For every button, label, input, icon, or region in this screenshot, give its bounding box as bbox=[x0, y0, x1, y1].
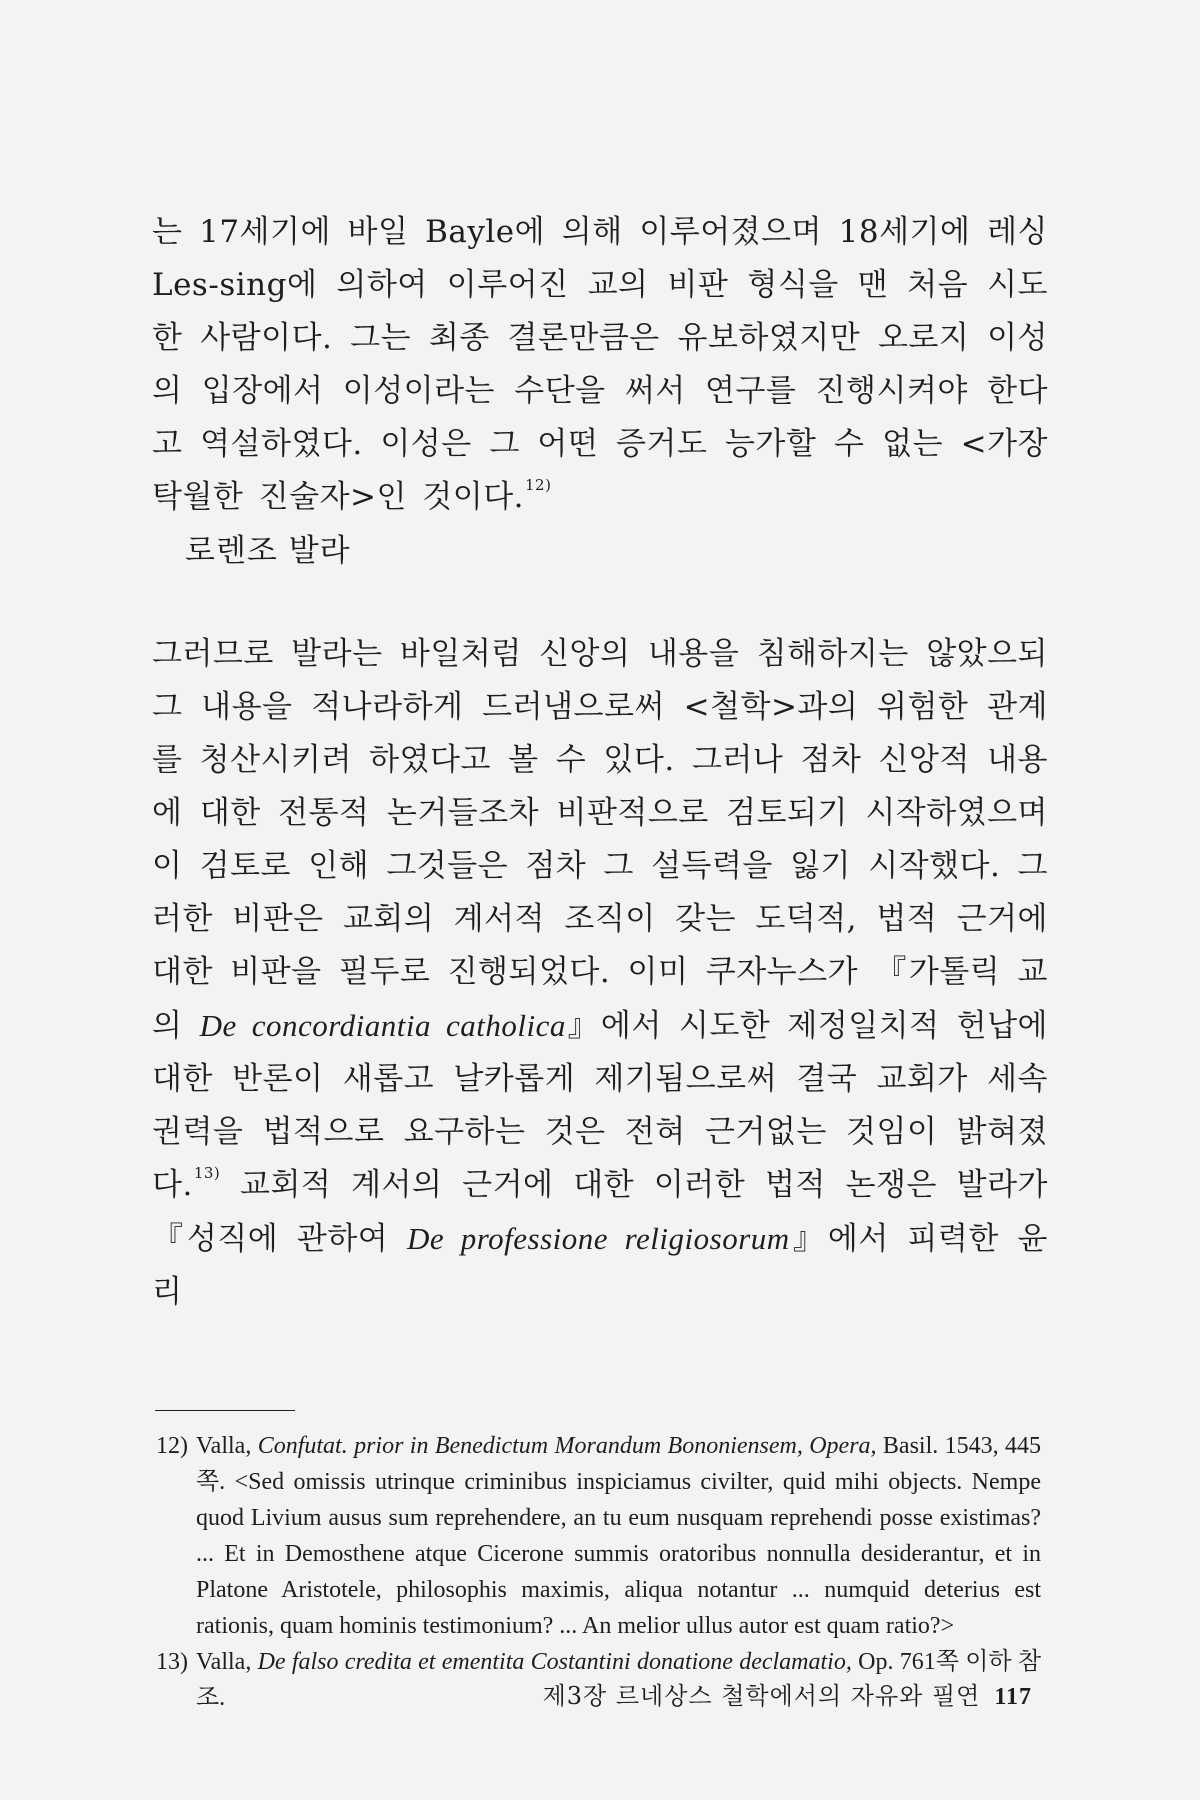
paragraph-text: 』에서 시도한 제정일치적 헌납에 대한 반론이 새롭고 날카롭게 제기됨으로써 결국 교회가 세속 권력을 법적으로 요구하는 것은 전혀 근거없는 것임이 밝혀졌다. bbox=[152, 1008, 1048, 1203]
latin-title: De professione religiosorum bbox=[406, 1221, 790, 1256]
footnote-reference: 12) bbox=[525, 475, 552, 494]
page-number: 117 bbox=[994, 1684, 1032, 1710]
body-paragraph bbox=[152, 628, 1048, 1319]
footnote-text: Valla, bbox=[196, 1433, 258, 1459]
footnote-number: 12) bbox=[156, 1433, 188, 1459]
body-paragraph bbox=[152, 206, 1048, 524]
footnote-text: Op. 761쪽 이하 참조. bbox=[196, 1649, 1042, 1711]
footnotes bbox=[156, 1428, 1042, 1716]
latin-title: De concordiantia catholica bbox=[199, 1008, 566, 1043]
footnote-divider bbox=[155, 1410, 295, 1411]
footnote-text: Valla, bbox=[196, 1649, 258, 1675]
footnote-number: 13) bbox=[156, 1649, 188, 1675]
footnote-reference: 13) bbox=[193, 1163, 221, 1182]
footnote-text: Basil. 1543, 445쪽. <Sed omissis utrinque criminibus inspiciamus civilter, quid mihi objects. Nempe quod Livium ausus sum reprehendere, an tu eum nusquam reprehendi posse existimas? ... Et in Demosthene atque Cicerone summis oratoribus nonnulla desiderantur, et in Platone Aristotele, philosophis maximis, aliqua notantur ... numquid deterius est rationis, quam hominis testimonium? ... An melior ullus autor est quam ratio?> bbox=[196, 1433, 1042, 1639]
running-title: 제3장 르네상스 철학에서의 자유와 필연 bbox=[542, 1682, 981, 1710]
footnote-title: Confutat. prior in Benedictum Morandum Bononiensem, Opera, bbox=[257, 1433, 877, 1459]
paragraph-text: 교회적 계서의 근거에 대한 이러한 법적 논쟁은 발라가 『성직에 관하여 bbox=[152, 1167, 1048, 1257]
paragraph-text: 는 17세기에 바일 Bayle에 의해 이루어졌으며 18세기에 레싱 Les-sing에 의하여 이루어진 교의 비판 형식을 맨 처음 시도한 사람이다. 그는 최종 결론만큼은 유보하였지만 오로지 이성의 입장에서 이성이라는 수단을 써서 연구를 진행시켜야 한다고 역설하였다. 이성은 그 어떤 증거도 능가할 수 없는 <가장 탁월한 진술자>인 것이다. bbox=[152, 214, 1048, 515]
paragraph-text: 그러므로 발라는 바일처럼 신앙의 내용을 침해하지는 않았으되 그 내용을 적나라하게 드러냄으로써 <철학>과의 위험한 관계를 청산시키려 하였다고 볼 수 있다. 그러나 점차 신앙적 내용에 대한 전통적 논거들조차 비판적으로 검토되기 시작하였으며 이 검토로 인해 그것들은 점차 그 설득력을 잃기 시작했다. 그러한 비판은 교회의 계서적 조직이 갖는 도덕적, 법적 근거에 대한 비판을 필두로 진행되었다. 이미 쿠자누스가 『가톨릭 교의 bbox=[152, 636, 1048, 1044]
footnote bbox=[156, 1428, 1042, 1644]
section-heading: 로렌조 발라 bbox=[185, 533, 351, 569]
paragraph-text: 』에서 피력한 윤리 bbox=[152, 1221, 1048, 1310]
running-footer bbox=[543, 1676, 1032, 1711]
footnote-title: De falso credita et ementita Costantini donatione declamatio, bbox=[257, 1649, 852, 1675]
